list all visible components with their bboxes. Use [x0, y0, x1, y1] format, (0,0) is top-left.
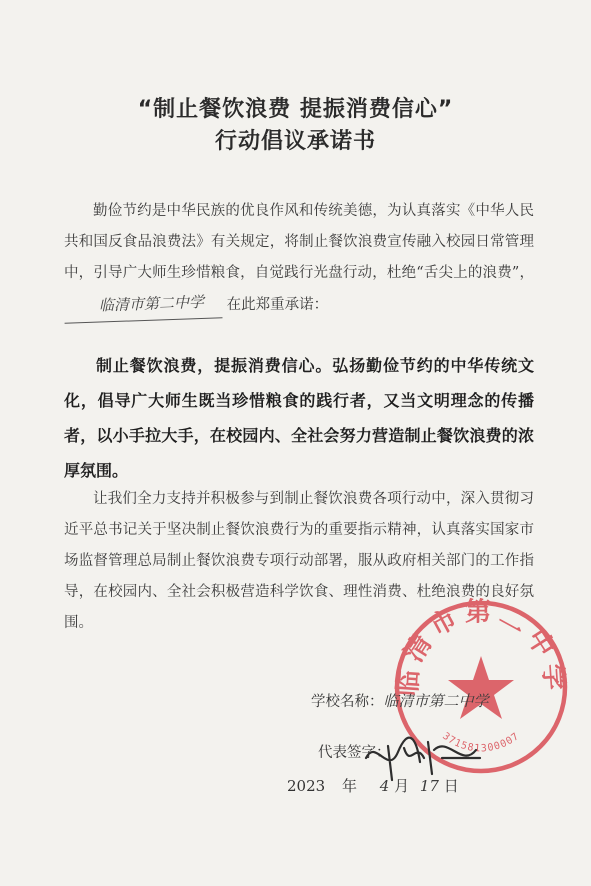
date-year-label: 年 — [341, 777, 357, 795]
school-name-row — [311, 690, 489, 711]
title-line-2: 行动倡议承诺书 — [214, 129, 376, 154]
date-day-label: 日 — [443, 777, 459, 795]
date-day: 17 — [419, 777, 439, 795]
paragraph-1 — [64, 196, 534, 321]
paragraph-2 — [64, 348, 534, 488]
date-month: 4 — [379, 777, 390, 795]
seal-text: 临清市第二中学 — [393, 598, 569, 697]
school-name-handwritten: 临清市第二中学 — [383, 692, 489, 710]
representative-label: 代表签字： — [318, 745, 391, 761]
paragraph-1-tail: 在此郑重承诺： — [226, 297, 329, 313]
seal-code: 371581300007 — [440, 730, 522, 755]
school-name-label: 学校名称： — [311, 694, 384, 710]
handwritten-school-name: 临清市第二中学 — [63, 286, 222, 323]
date-year: 2023 — [287, 777, 326, 795]
paragraph-2-text: 制止餐饮浪费，提振消费信心。弘扬勤俭节约的中华传统文化，倡导广大师生既当珍惜粮食的践行者，又当文明理念的传播者，以小手拉大手，在校园内、全社会努力营造制止餐饮浪费的浓厚氛围。 — [64, 356, 534, 480]
paragraph-3-text: 让我们全力支持并积极参与到制止餐饮浪费各项行动中，深入贯彻习近平总书记关于坚决制止餐饮浪费行为的重要指示精神，认真落实国家市场监督管理总局制止餐饮浪费专项行动部署，服从政府相关部门的工作指导，在校园内、全社会积极营造科学饮食、理性消费、杜绝浪费的良好氛围。 — [64, 491, 534, 631]
date-month-label: 月 — [394, 777, 410, 795]
date-row — [287, 775, 459, 796]
paragraph-1-text: 勤俭节约是中华民族的优良作风和传统美德，为认真落实《中华人民共和国反食品浪费法》有关规定，将制止餐饮浪费宣传融入校园日常管理中，引导广大师生珍惜粮食，自觉践行光盘行动，杜绝“舌尖上的浪费”， — [64, 203, 534, 281]
title-line-1: “制止餐饮浪费 提振消费信心” — [137, 97, 454, 122]
